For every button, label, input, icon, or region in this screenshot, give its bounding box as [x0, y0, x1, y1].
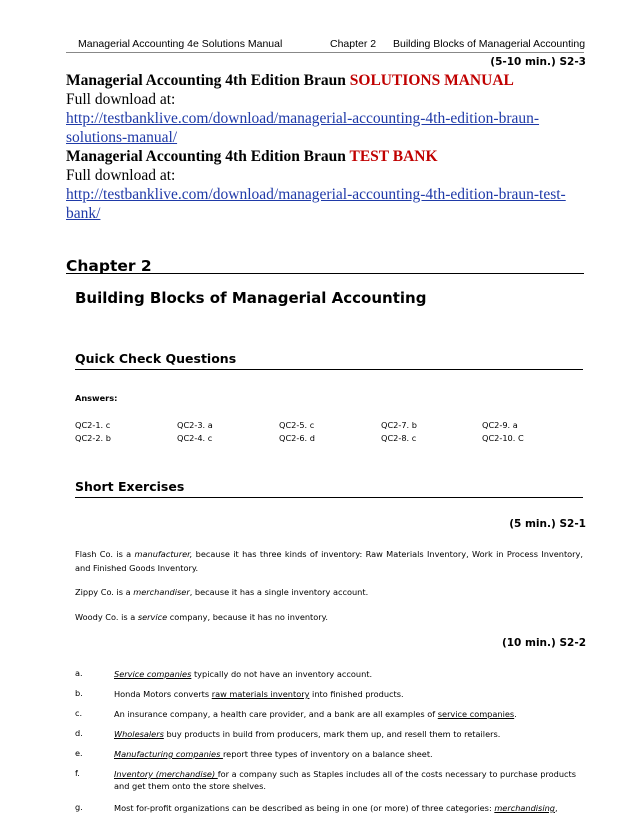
promo-full-download-1: Full download at:	[66, 91, 176, 108]
qc-answer: QC2-4. c	[177, 433, 213, 443]
item-f-rest: for a company such as Staples includes all of the costs necessary to purchase products and get them onto the store shelves.	[114, 769, 577, 791]
promo-url1-part2[interactable]: solutions-manual/	[66, 129, 178, 146]
flash-emphasis: manufacturer,	[134, 549, 193, 559]
chapter-rule	[66, 273, 584, 274]
woody-text-1: Woody Co. is a	[75, 612, 138, 622]
item-b-term: raw materials inventory	[211, 689, 310, 699]
item-label-c: c.	[75, 708, 83, 718]
list-item-d	[114, 728, 584, 740]
item-g-rest: ,	[555, 803, 558, 813]
short-exercises-rule	[75, 497, 583, 498]
zippy-paragraph	[75, 585, 583, 599]
item-label-f: f.	[75, 768, 80, 778]
header-book: Managerial Accounting 4e Solutions Manual	[78, 38, 283, 50]
qc-answer: QC2-6. d	[279, 433, 315, 443]
woody-paragraph	[75, 610, 583, 624]
qc-answer: QC2-3. a	[177, 420, 213, 430]
item-label-a: a.	[75, 668, 83, 678]
answers-label: Answers:	[75, 393, 118, 403]
top-exercise-tag: (5-10 min.) S2-3	[490, 56, 586, 68]
item-label-d: d.	[75, 728, 83, 738]
quick-check-rule	[75, 369, 583, 370]
item-b-pre: Honda Motors converts	[114, 689, 212, 699]
promo-line2-highlight: TEST BANK	[349, 148, 438, 165]
item-a-term: Service companies	[114, 669, 192, 679]
promo-url1-part1[interactable]: http://testbanklive.com/download/managerial-accounting-4th-edition-braun-	[66, 110, 540, 127]
short-exercises-heading: Short Exercises	[75, 479, 185, 494]
list-item-g	[114, 802, 584, 814]
flash-paragraph	[75, 547, 583, 575]
qc-answer: QC2-9. a	[482, 420, 518, 430]
item-f-term: Inventory (merchandise)	[114, 769, 218, 779]
qc-answer: QC2-10. C	[482, 433, 524, 443]
qc-answer: QC2-2. b	[75, 433, 111, 443]
header-chapter: Chapter 2	[330, 38, 377, 50]
list-item-c	[114, 708, 584, 720]
item-e-rest: report three types of inventory on a balance sheet.	[222, 749, 433, 759]
promo-line2-prefix: Managerial Accounting 4th Edition Braun	[66, 148, 350, 165]
flash-text-2: because it has three kinds of inventory: Raw Materials Inventory, Work in Process Inventory, and Finished Goods Inventory.	[75, 549, 583, 573]
item-c-pre: An insurance company, a health care provider, and a bank are all examples of	[114, 709, 438, 719]
list-item-b	[114, 688, 584, 700]
qc-answer: QC2-8. c	[381, 433, 417, 443]
quick-check-heading: Quick Check Questions	[75, 351, 237, 366]
item-d-term: Wholesalers	[114, 729, 164, 739]
list-item-a	[114, 668, 584, 680]
woody-emphasis: service	[137, 612, 168, 622]
list-item-e	[114, 748, 584, 760]
promo-line1-prefix: Managerial Accounting 4th Edition Braun	[66, 72, 350, 89]
woody-text-2: company, because it has no inventory.	[167, 612, 328, 622]
promo-line1-highlight: SOLUTIONS MANUAL	[349, 72, 514, 89]
qc-answer: QC2-7. b	[381, 420, 417, 430]
item-label-b: b.	[75, 688, 83, 698]
chapter-label: Chapter 2	[66, 257, 152, 275]
s22-tag: (10 min.) S2-2	[501, 637, 586, 649]
promo-solutions-title	[66, 71, 514, 90]
chapter-title: Building Blocks of Managerial Accounting	[75, 289, 427, 307]
item-e-term: Manufacturing companies	[114, 749, 223, 759]
header-rule	[66, 52, 584, 53]
flash-text-1: Flash Co. is a	[75, 549, 135, 559]
item-g-term: merchandising	[494, 803, 555, 813]
promo-full-download-2: Full download at:	[66, 167, 176, 184]
promo-testbank-title	[66, 147, 438, 166]
header-title: Building Blocks of Managerial Accounting	[393, 38, 586, 50]
item-a-rest: typically do not have an inventory account.	[191, 669, 373, 679]
promo-url2-part2[interactable]: bank/	[66, 205, 101, 222]
item-label-g: g.	[75, 802, 83, 812]
item-d-rest: buy products in build from producers, mark them up, and resell them to retailers.	[163, 729, 501, 739]
list-item-f	[114, 768, 584, 792]
item-c-term: service companies	[437, 709, 515, 719]
zippy-text-1: Zippy Co. is a	[75, 587, 134, 597]
qc-answer: QC2-5. c	[279, 420, 315, 430]
zippy-text-2: , because it has a single inventory account.	[189, 587, 369, 597]
item-label-e: e.	[75, 748, 83, 758]
item-b-rest: into finished products.	[309, 689, 404, 699]
promo-url2-part1[interactable]: http://testbanklive.com/download/managerial-accounting-4th-edition-braun-test-	[66, 186, 566, 203]
zippy-emphasis: merchandiser	[133, 587, 190, 597]
qc-answer: QC2-1. c	[75, 420, 111, 430]
item-g-pre: Most for-profit organizations can be described as being in one (or more) of three categories:	[114, 803, 495, 813]
item-c-rest: .	[514, 709, 517, 719]
s21-tag: (5 min.) S2-1	[509, 518, 586, 530]
